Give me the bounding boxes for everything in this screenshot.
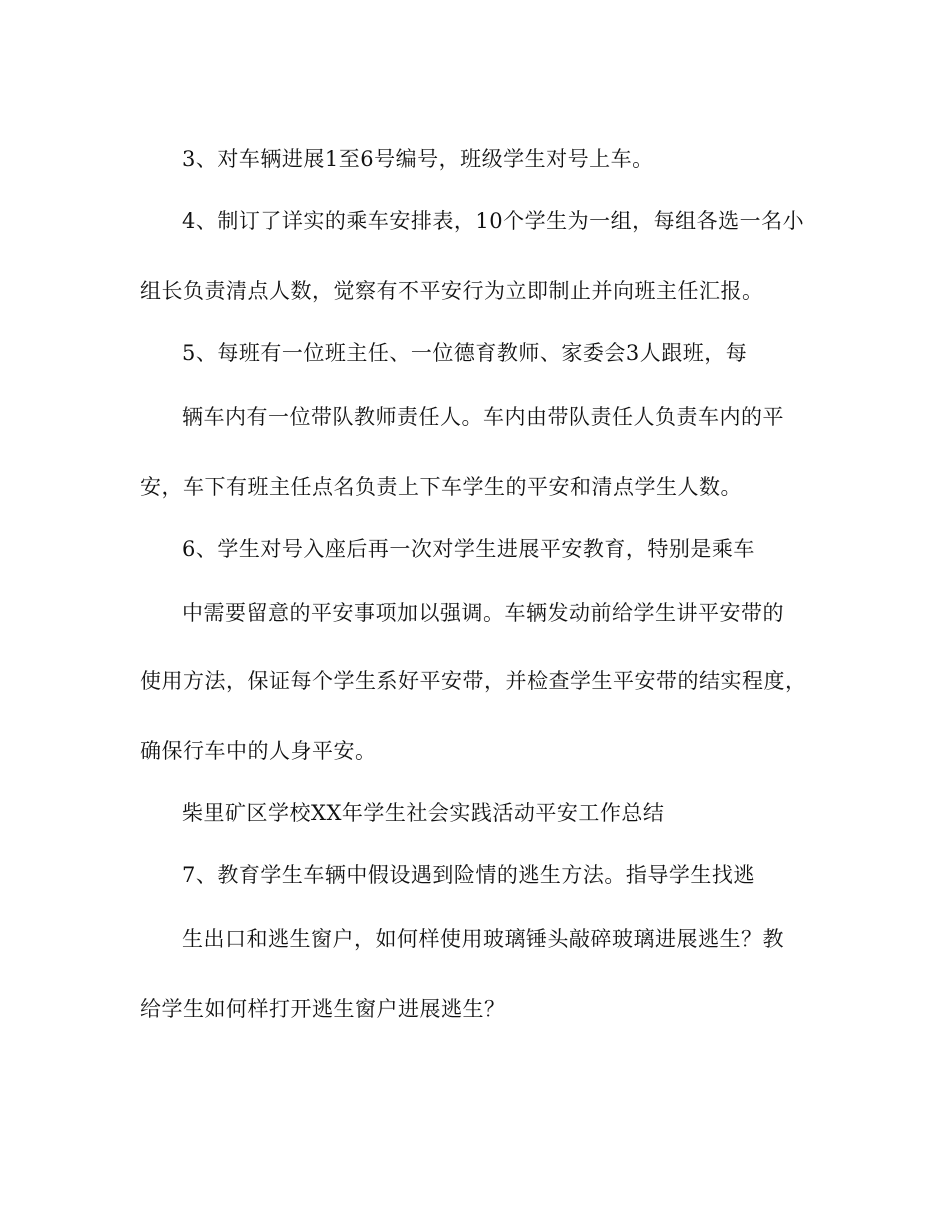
- text-line: 7、教育学生车辆中假设遇到险情的逃生方法。指导学生找逃: [182, 863, 755, 887]
- text-line: 给学生如何样打开逃生窗户进展逃生？: [140, 997, 506, 1021]
- text-line: 5、每班有一位班主任、一位德育教师、家委会3人跟班，每: [182, 341, 748, 365]
- document-heading: 柴里矿区学校XX年学生社会实践活动平安工作总结: [182, 801, 665, 825]
- text-line: 安，车下有班主任点名负责上下车学生的平安和清点学生人数。: [140, 475, 742, 499]
- text-line: 确保行车中的人身平安。: [140, 739, 377, 763]
- text-line: 6、学生对号入座后再一次对学生进展平安教育，特别是乘车: [182, 537, 755, 561]
- text-line: 生出口和逃生窗户，如何样使用玻璃锤头敲碎玻璃进展逃生？教: [182, 927, 784, 951]
- text-line: 使用方法，保证每个学生系好平安带，并检查学生平安带的结实程度，: [140, 669, 807, 693]
- text-line: 组长负责清点人数，觉察有不平安行为立即制止并向班主任汇报。: [140, 279, 764, 303]
- text-line: 中需要留意的平安事项加以强调。车辆发动前给学生讲平安带的: [182, 601, 784, 625]
- text-line: 辆车内有一位带队教师责任人。车内由带队责任人负责车内的平: [182, 405, 784, 429]
- text-line: 4、制订了详实的乘车安排表，10个学生为一组，每组各选一名小: [182, 209, 805, 233]
- text-line: 3、对车辆进展1至6号编号，班级学生对号上车。: [182, 147, 654, 171]
